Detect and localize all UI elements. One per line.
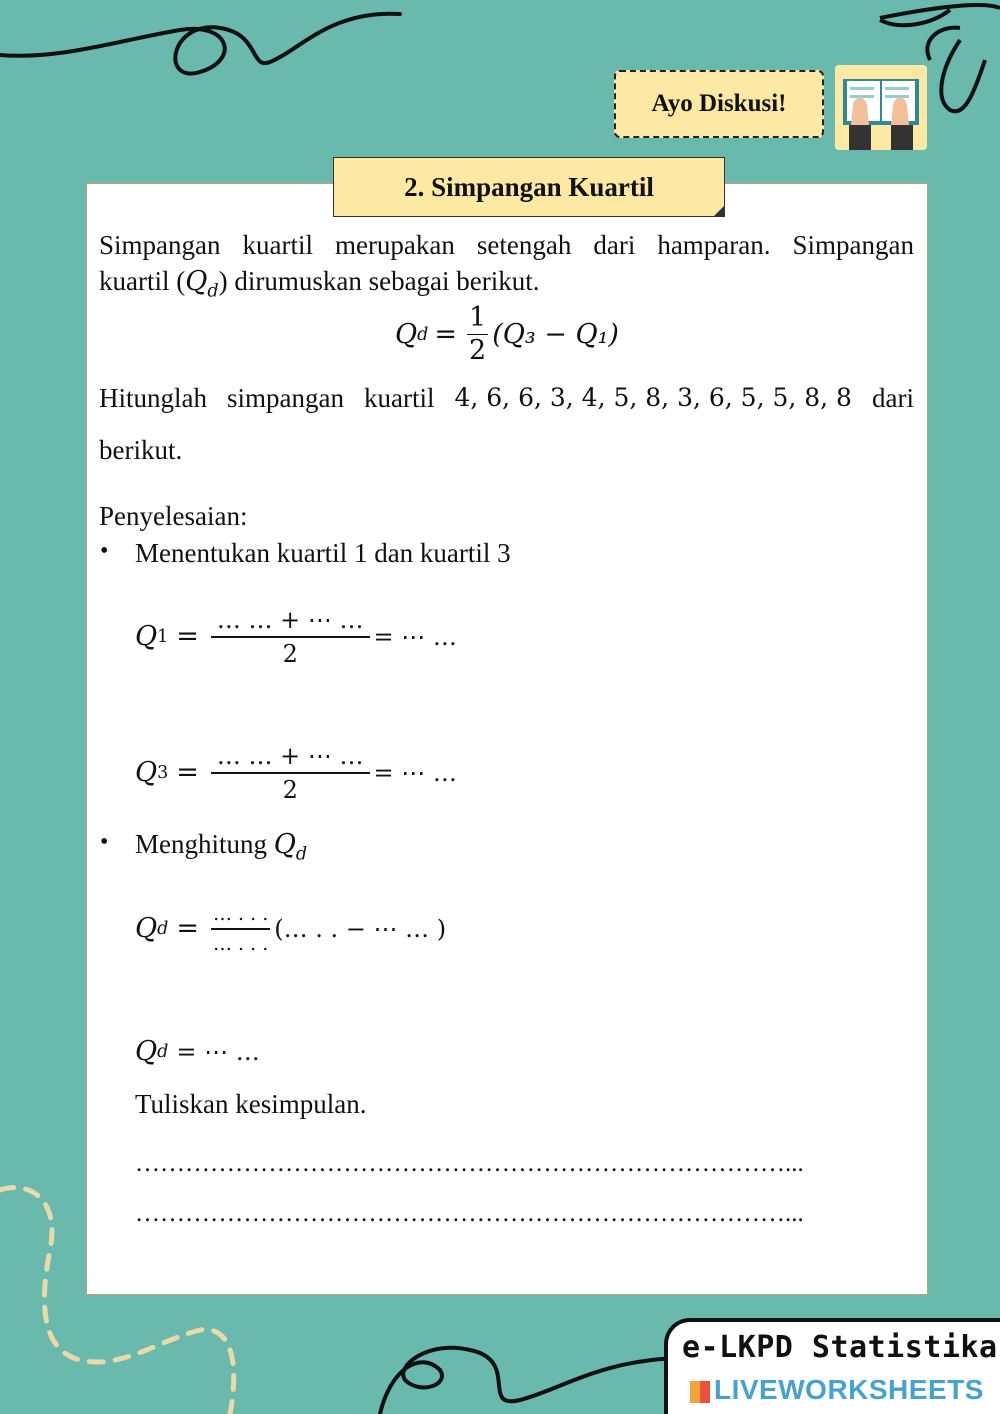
task-line-2: berikut. <box>99 435 183 465</box>
bullet-1-text: Menentukan kuartil 1 dan kuartil 3 <box>135 538 511 568</box>
q1-eq: = <box>176 621 199 652</box>
bullet-2-text <box>135 826 307 872</box>
q3-fraction <box>211 740 370 806</box>
bullet-2-sub: d <box>295 844 308 865</box>
bullet-2-symbol: Q <box>273 829 296 860</box>
task-word-2: simpangan <box>227 383 344 413</box>
qd-calc-symbol: Q <box>135 913 158 944</box>
intro-line-1: Simpangan kuartil merupakan setengah dari hamparan. Simpangan <box>99 230 914 260</box>
task-word-3: kuartil <box>363 383 435 413</box>
q1-formula <box>135 604 457 670</box>
qd-calc-rhs: (… . . − ⋯ … ) <box>274 915 447 943</box>
section-title <box>333 157 725 217</box>
q3-num: … … + ⋯ … <box>211 740 370 774</box>
answer-line-2[interactable]: ……………………………………………………………………... <box>135 1200 804 1227</box>
section-title-text: 2. Simpangan Kuartil <box>404 171 654 202</box>
bullet-dot-2: • <box>100 829 109 855</box>
formula-eq: = <box>434 318 457 350</box>
solution-label: Penyelesaian: <box>99 501 248 531</box>
q1-sub: 1 <box>157 627 169 647</box>
q1-den: 2 <box>282 640 298 668</box>
qd-result-sub: d <box>157 1042 169 1062</box>
badge-label: Ayo Diskusi! <box>651 90 787 117</box>
task-data-set: 4, 6, 6, 3, 4, 5, 8, 3, 6, 5, 5, 8, 8 <box>454 383 852 412</box>
formula-lhs-sub: d <box>417 324 429 345</box>
bullet-dot-1: • <box>100 538 109 564</box>
q3-rhs: = ⋯ … <box>373 759 457 787</box>
qd-result-rhs: = ⋯ … <box>176 1038 260 1066</box>
conclusion-label: Tuliskan kesimpulan. <box>135 1089 367 1119</box>
q1-fraction <box>211 604 370 670</box>
task-word-1: Hitunglah <box>99 383 207 413</box>
qd-calc-num: … . . . <box>211 900 270 930</box>
qd-sub: d <box>207 281 219 302</box>
liveworksheets-watermark <box>690 1374 990 1408</box>
formula-rhs: (Q₃ − Q₁) <box>492 318 619 350</box>
q3-eq: = <box>176 757 199 788</box>
watermark-text: LIVEWORKSHEETS <box>714 1374 984 1405</box>
qd-calc-den: … . . . <box>213 933 269 955</box>
q1-num: … … + ⋯ … <box>211 604 370 638</box>
intro-text-b: ) dirumuskan sebagai berikut. <box>218 266 540 296</box>
discussion-book-icon <box>835 65 927 150</box>
qd-symbol: Q <box>185 266 208 297</box>
q1-symbol: Q <box>135 621 158 652</box>
qd-calc-eq: = <box>176 913 199 944</box>
task-line-1 <box>99 380 914 416</box>
liveworksheets-logo-icon <box>690 1381 710 1403</box>
formula-num: 1 <box>469 302 487 333</box>
footer-title: e-LKPD Statistika <box>682 1330 998 1365</box>
task-word-5: dari <box>871 383 914 413</box>
qd-result <box>135 1034 260 1070</box>
qd-calc-fraction <box>211 900 270 958</box>
formula-lhs: Q <box>395 318 418 350</box>
q3-symbol: Q <box>135 757 158 788</box>
q3-den: 2 <box>282 776 298 804</box>
q3-sub: 3 <box>157 763 169 783</box>
intro-text-a: kuartil ( <box>99 266 186 296</box>
qd-calc-formula <box>135 900 446 958</box>
answer-line-1[interactable]: ……………………………………………………………………... <box>135 1150 804 1177</box>
formula-den: 2 <box>469 335 487 366</box>
q3-formula <box>135 740 457 806</box>
bullet-2-label: Menghitung <box>135 829 274 859</box>
qd-result-symbol: Q <box>135 1036 158 1067</box>
q1-rhs: = ⋯ … <box>373 623 457 651</box>
title-fold-corner <box>713 205 725 217</box>
ayo-diskusi-badge <box>614 70 824 138</box>
qd-calc-sub: d <box>157 919 169 939</box>
formula-fraction <box>467 302 488 367</box>
qd-formula <box>395 302 619 367</box>
